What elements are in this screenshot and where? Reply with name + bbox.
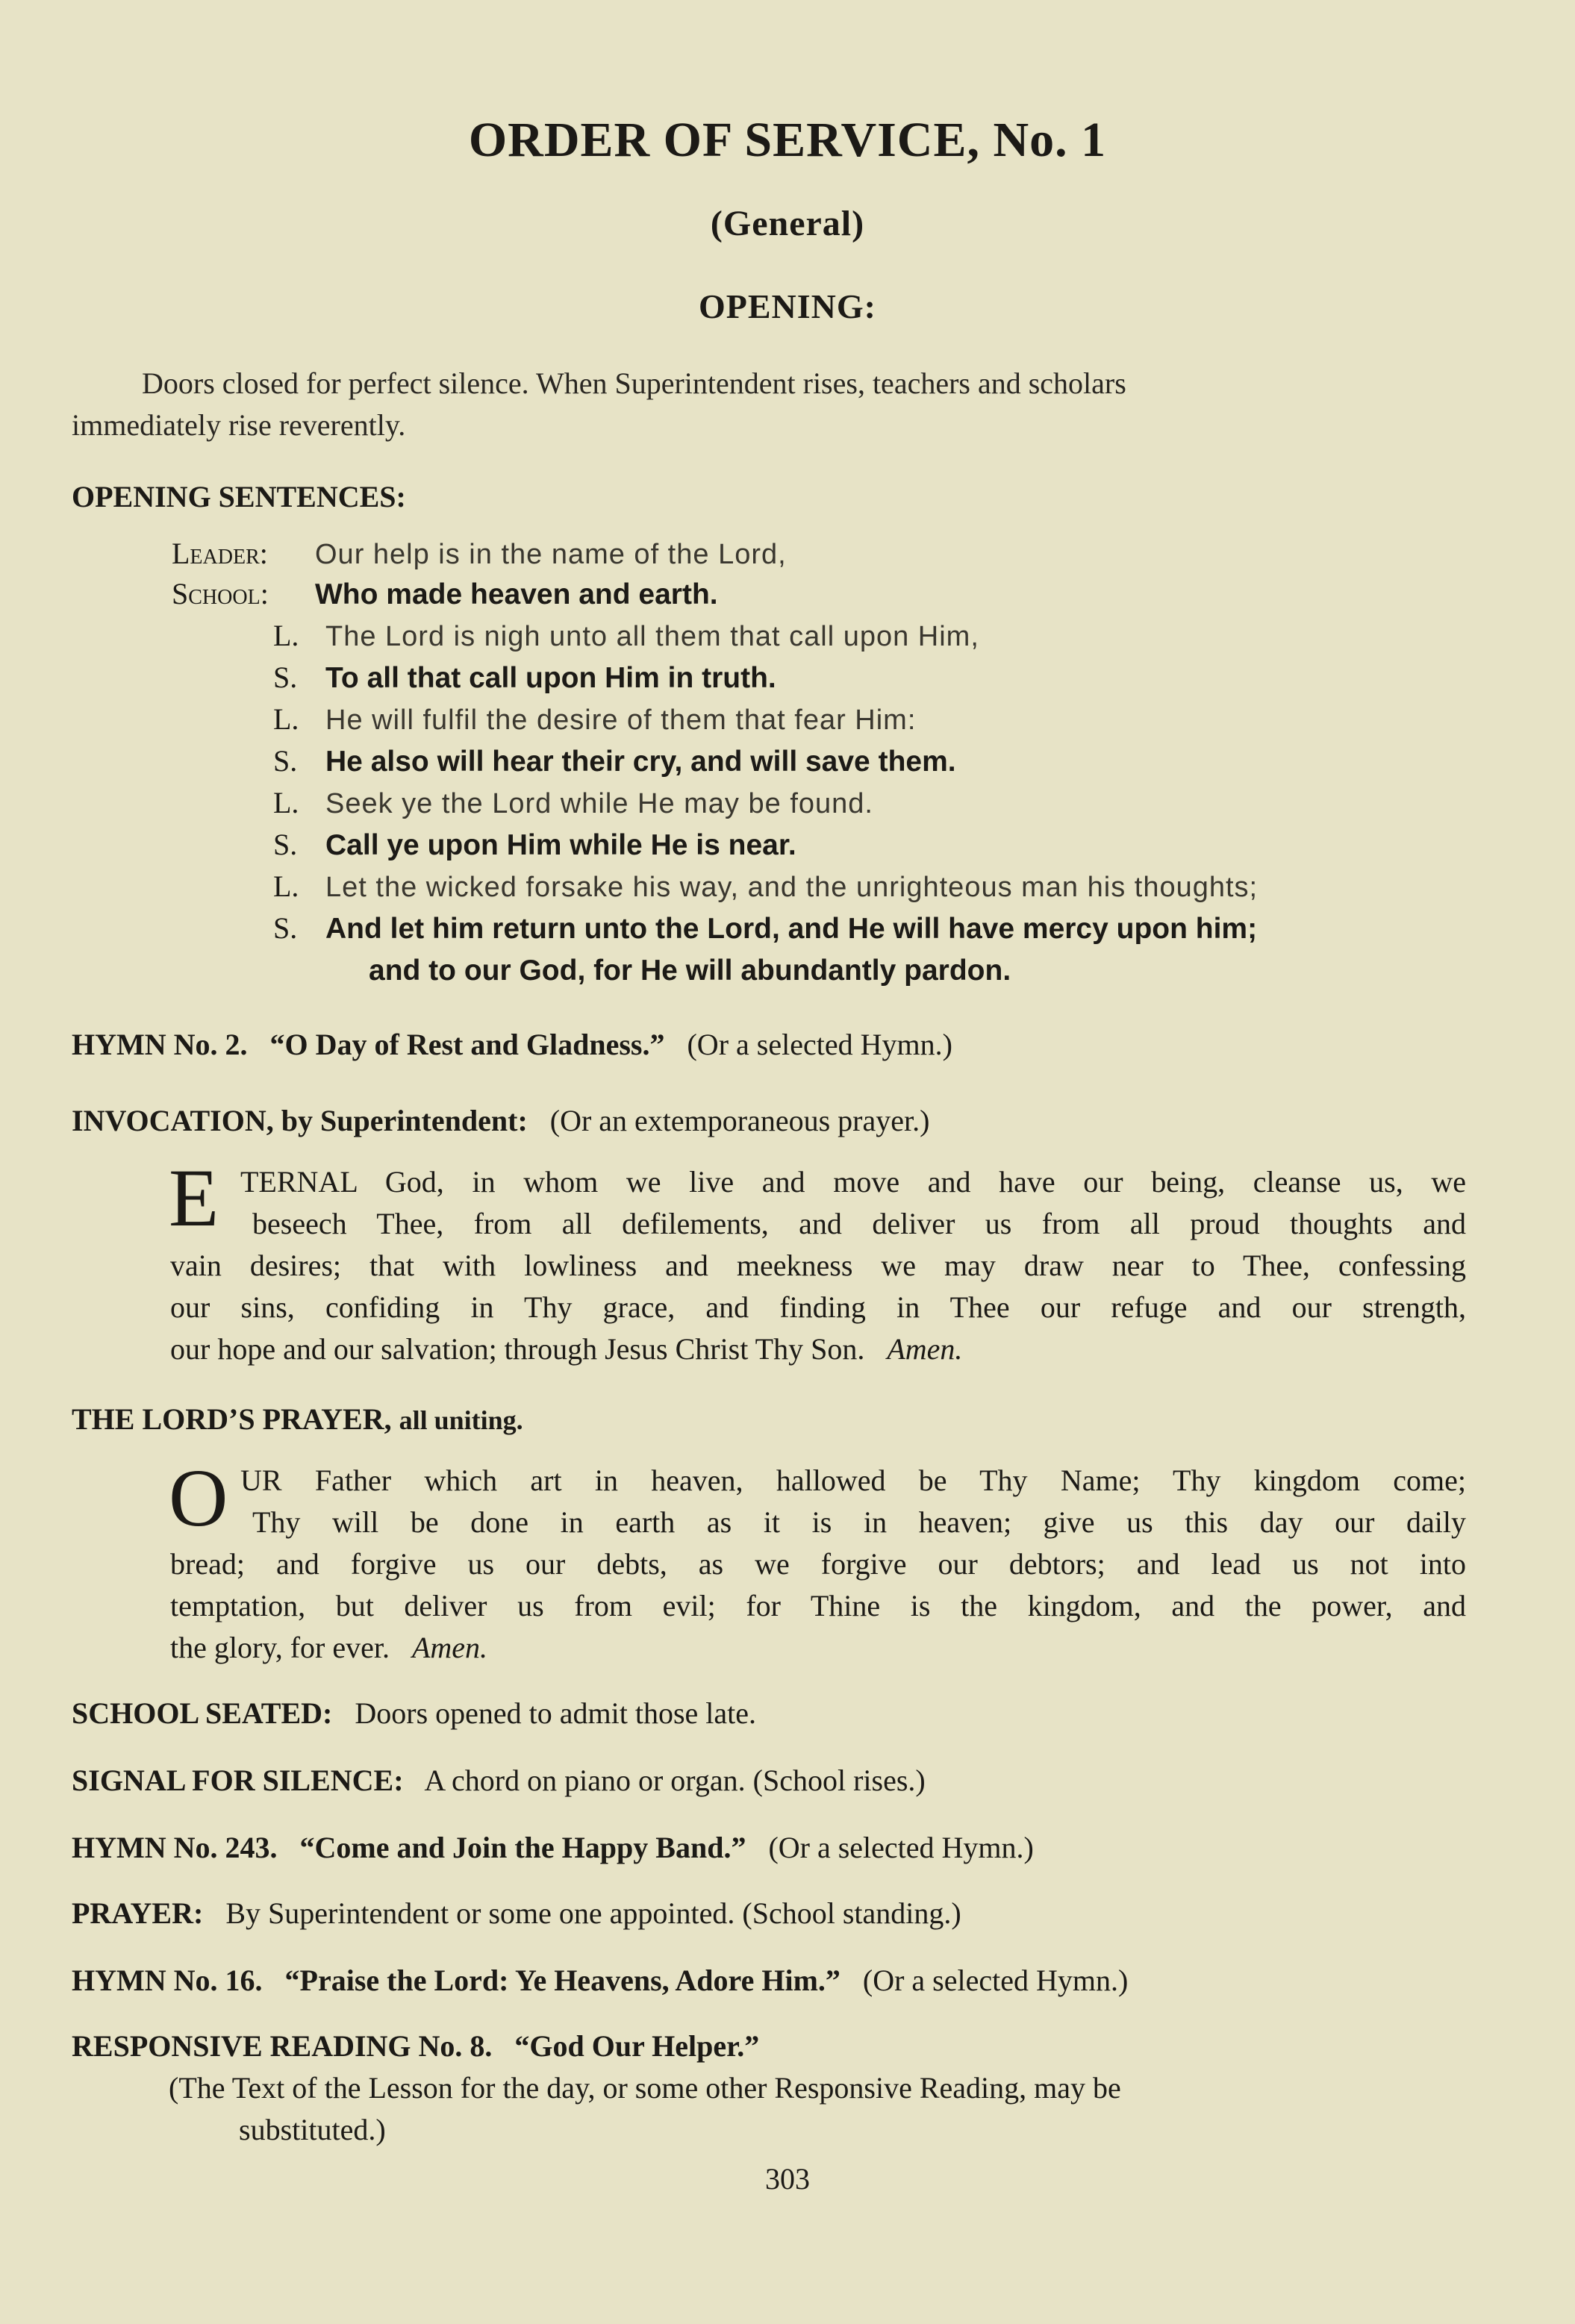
responsive-reading-note-line1: (The Text of the Lesson for the day, or some other Responsive Reading, may be bbox=[169, 2071, 1121, 2105]
speaker-label: S. bbox=[273, 828, 298, 861]
responsive-reading-label: RESPONSIVE READING No. 8. bbox=[72, 2029, 493, 2063]
school-seated-line bbox=[72, 1696, 756, 1731]
response-text: To all that call upon Him in truth. bbox=[325, 662, 776, 694]
speaker-label: L. bbox=[273, 786, 299, 819]
prayer-line bbox=[72, 1896, 961, 1931]
page-number: 303 bbox=[765, 2162, 810, 2196]
prayer-line: Thy will be done in earth as it is in heaven; give us this day our daily bbox=[252, 1505, 1466, 1539]
school-seated-label: SCHOOL SEATED: bbox=[72, 1696, 333, 1730]
school-line bbox=[172, 576, 718, 611]
hymn-number: HYMN No. 16. bbox=[72, 1964, 263, 1997]
responsive-line bbox=[273, 743, 956, 778]
opening-note-line1: Doors closed for perfect silence. When Superintendent rises, teachers and scholars bbox=[142, 366, 1126, 400]
hymn-number: HYMN No. 243. bbox=[72, 1831, 278, 1864]
prayer-line-last bbox=[170, 1328, 1466, 1370]
responsive-line bbox=[273, 702, 916, 737]
hymn-title: “O Day of Rest and Gladness.” bbox=[269, 1028, 665, 1061]
invocation-text bbox=[170, 1161, 1466, 1370]
response-text: He also will hear their cry, and will save them. bbox=[325, 746, 956, 778]
lords-prayer-label: THE LORD’S PRAYER, bbox=[72, 1402, 392, 1436]
prayer-line: bread; and forgive us our debts, as we forgive our debtors; and lead us not into bbox=[170, 1547, 1466, 1581]
school-seated-text: Doors opened to admit those late. bbox=[355, 1696, 757, 1730]
prayer-line: vain desires; that with lowliness and meekness we may draw near to Thee, confessing bbox=[170, 1249, 1466, 1282]
hymn-16-line bbox=[72, 1963, 1128, 1998]
hymn-note: (Or a selected Hymn.) bbox=[768, 1831, 1034, 1864]
response-text: Seek ye the Lord while He may be found. bbox=[325, 788, 873, 819]
opening-sentences-heading: OPENING SENTENCES: bbox=[72, 480, 406, 513]
hymn-title: “Come and Join the Happy Band.” bbox=[299, 1831, 746, 1864]
prayer-line: UR Father which art in heaven, hallowed be Thy Name; Thy kingdom come; bbox=[240, 1464, 1466, 1497]
response-text: He will fulfil the desire of them that fear Him: bbox=[325, 705, 917, 736]
invocation-dropcap: E bbox=[169, 1152, 219, 1243]
signal-line bbox=[72, 1763, 926, 1798]
invocation-note: (Or an extemporaneous prayer.) bbox=[549, 1104, 930, 1137]
speaker-label: L. bbox=[273, 702, 299, 736]
response-text: Who made heaven and earth. bbox=[315, 578, 718, 610]
hymn-note: (Or a selected Hymn.) bbox=[862, 1964, 1129, 1997]
hymn-243-line bbox=[72, 1830, 1034, 1865]
prayer-line: beseech Thee, from all defilements, and deliver us from all proud thoughts and bbox=[252, 1207, 1466, 1240]
speaker-label: L. bbox=[273, 619, 299, 652]
prayer-line: our hope and our salvation; through Jesus Christ Thy Son. bbox=[170, 1332, 865, 1366]
response-text: Let the wicked forsake his way, and the unrighteous man his thoughts; bbox=[325, 872, 1259, 903]
responsive-reading-note-line2: substituted.) bbox=[239, 2113, 386, 2146]
prayer-line: temptation, but deliver us from evil; for Thine is the kingdom, and the power, and bbox=[170, 1589, 1466, 1622]
response-text: Call ye upon Him while He is near. bbox=[325, 829, 796, 861]
responsive-line bbox=[273, 827, 796, 862]
prayer-line-last bbox=[170, 1627, 1466, 1669]
amen: Amen. bbox=[411, 1631, 488, 1664]
page-subtitle: (General) bbox=[710, 204, 865, 243]
response-text: The Lord is nigh unto all them that call upon Him, bbox=[325, 621, 979, 652]
prayer-line: the glory, for ever. bbox=[170, 1631, 390, 1664]
hymn-note: (Or a selected Hymn.) bbox=[687, 1028, 952, 1061]
response-text: Our help is in the name of the Lord, bbox=[315, 539, 787, 570]
prayer-line: TERNAL God, in whom we live and move and have our being, cleanse us, we bbox=[240, 1165, 1466, 1199]
signal-text: A chord on piano or organ. (School rises.) bbox=[424, 1764, 926, 1797]
lords-prayer-dropcap: O bbox=[169, 1452, 228, 1543]
prayer-line: our sins, confiding in Thy grace, and finding in Thee our refuge and our strength, bbox=[170, 1290, 1466, 1324]
prayer-text: By Superintendent or some one appointed. (School standing.) bbox=[225, 1896, 961, 1930]
responsive-line bbox=[273, 869, 1258, 904]
responsive-line bbox=[273, 785, 873, 820]
lords-prayer-text bbox=[170, 1460, 1466, 1669]
speaker-label: School: bbox=[172, 577, 269, 610]
hymn-number: HYMN No. 2. bbox=[72, 1028, 248, 1061]
response-text: and to our God, for He will abundantly pardon. bbox=[369, 955, 1011, 987]
speaker-label: S. bbox=[273, 744, 298, 778]
opening-heading: OPENING: bbox=[699, 287, 876, 325]
invocation-label: INVOCATION, by Superintendent: bbox=[72, 1104, 528, 1137]
page-title: ORDER OF SERVICE, No. 1 bbox=[468, 113, 1107, 167]
responsive-line bbox=[273, 910, 1257, 946]
opening-note-line2: immediately rise reverently. bbox=[72, 408, 406, 442]
hymn-title: “Praise the Lord: Ye Heavens, Adore Him.” bbox=[284, 1964, 840, 1997]
response-text: And let him return unto the Lord, and He will have mercy upon him; bbox=[325, 913, 1258, 945]
hymn-2-line bbox=[72, 1027, 952, 1062]
lords-prayer-suffix: all uniting. bbox=[399, 1405, 523, 1435]
leader-line bbox=[172, 536, 787, 571]
responsive-line bbox=[273, 660, 776, 695]
speaker-label: S. bbox=[273, 660, 298, 694]
amen: Amen. bbox=[887, 1332, 963, 1366]
responsive-reading-title: “God Our Helper.” bbox=[514, 2029, 760, 2063]
responsive-reading-line bbox=[72, 2028, 759, 2064]
lords-prayer-line bbox=[72, 1402, 523, 1437]
responsive-line-continued bbox=[369, 952, 1011, 987]
speaker-label: Leader: bbox=[172, 537, 268, 570]
speaker-label: L. bbox=[273, 869, 299, 903]
responsive-line bbox=[273, 618, 979, 653]
prayer-label: PRAYER: bbox=[72, 1896, 204, 1930]
invocation-line bbox=[72, 1103, 929, 1138]
speaker-label: S. bbox=[273, 911, 298, 945]
signal-label: SIGNAL FOR SILENCE: bbox=[72, 1764, 404, 1797]
